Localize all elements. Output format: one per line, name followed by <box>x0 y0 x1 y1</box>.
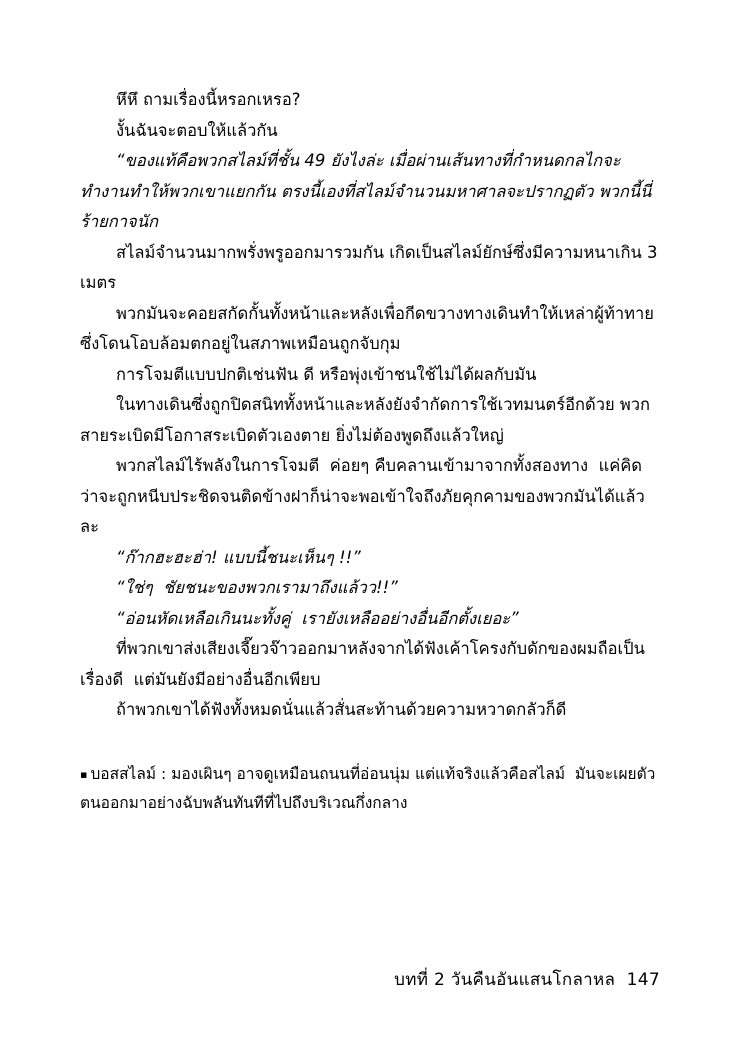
paragraph-13: ถ้าพวกเขาได้ฟังทั้งหมดนั่นแล้วสั่นสะท้านด้วยความหวาดกลัวก็ดี <box>116 700 567 719</box>
footnote <box>80 760 660 818</box>
page-footer: บทที่ 2 วันคืนอันแสนโกลาหล 147 <box>394 970 660 990</box>
paragraph-2: งั้นฉันจะตอบให้แล้วกัน <box>116 120 278 140</box>
paragraph-9: “ก๊ากฮะฮะฮ่า! แบบนี้ชนะเห็นๆ !!” <box>116 547 361 567</box>
paragraph-3: “ของแท้คือพวกสไลม์ที่ชั้น 49 ยังไงล่ะ เมื่อผ่านเส้นทางที่กำหนดกลไกจะทำงานทำให้พวกเขาแยกกัน ตรงนี้เองที่สไลม์จำนวนมหาศาลจะปรากฏตัว พวกนี้นี่ร้ายกาจนัก <box>80 151 652 231</box>
paragraph-7: ในทางเดินซึ่งถูกปิดสนิททั้งหน้าและหลังยังจำกัดการใช้เวทมนตร์อีกด้วย พวกสายระเบิดมีโอกาสระเบิดตัวเองตาย ยิ่งไม่ต้องพูดถึงแล้วใหญ่ <box>80 395 651 445</box>
document-body <box>80 85 663 818</box>
paragraph-4: สไลม์จำนวนมากพรั่งพรูออกมารวมกัน เกิดเป็นสไลม์ยักษ์ซึ่งมีความหนาเกิน 3 เมตร <box>80 242 663 292</box>
paragraph-11: “อ่อนหัดเหลือเกินนะทั้งคู่ เรายังเหลืออย่างอื่นอีกตั้งเยอะ” <box>116 608 519 628</box>
section-spacer <box>80 726 660 760</box>
paragraph-10: “ใช่ๆ ชัยชนะของพวกเรามาถึงแล้วว!!” <box>116 578 398 597</box>
footnote-text: บอสสไลม์ : มองเผินๆ อาจดูเหมือนถนนที่อ่อนนุ่ม แต่แท้จริงแล้วคือสไลม์ มันจะเผยตัวตนออกมาอย่างฉับพลันทันทีที่ไปถึงบริเวณกึ่งกลาง <box>80 764 656 812</box>
paragraph-8: พวกสไลม์ไร้พลังในการโจมตี ค่อยๆ คืบคลานเข้ามาจากทั้งสองทาง แค่คิดว่าจะถูกหนีบประชิดจนติดข้างฝาก็น่าจะพอเข้าใจถึงภัยคุกคามของพวกมันได้แล้วละ <box>80 456 645 536</box>
paragraph-12: ที่พวกเขาส่งเสียงเจี๊ยวจ๊าวออกมาหลังจากได้ฟังเค้าโครงกับดักของผมถือเป็นเรื่องดี แต่มันยังมีอย่างอื่นอีกเพียบ <box>80 639 645 689</box>
paragraph-6: การโจมตีแบบปกติเช่นฟัน ดี หรือพุ่งเข้าชนใช้ไม่ได้ผลกับมัน <box>116 364 537 384</box>
paragraph-5: พวกมันจะคอยสกัดกั้นทั้งหน้าและหลังเพื่อกีดขวางทางเดินทำให้เหล่าผู้ท้าทายซึ่งโดนโอบล้อมตกอยู่ในสภาพเหมือนถูกจับกุม <box>80 303 654 353</box>
paragraph-1: หึหึ ถามเรื่องนี้หรอกเหรอ? <box>116 90 301 109</box>
footnote-marker-icon: ▪ <box>80 767 88 781</box>
